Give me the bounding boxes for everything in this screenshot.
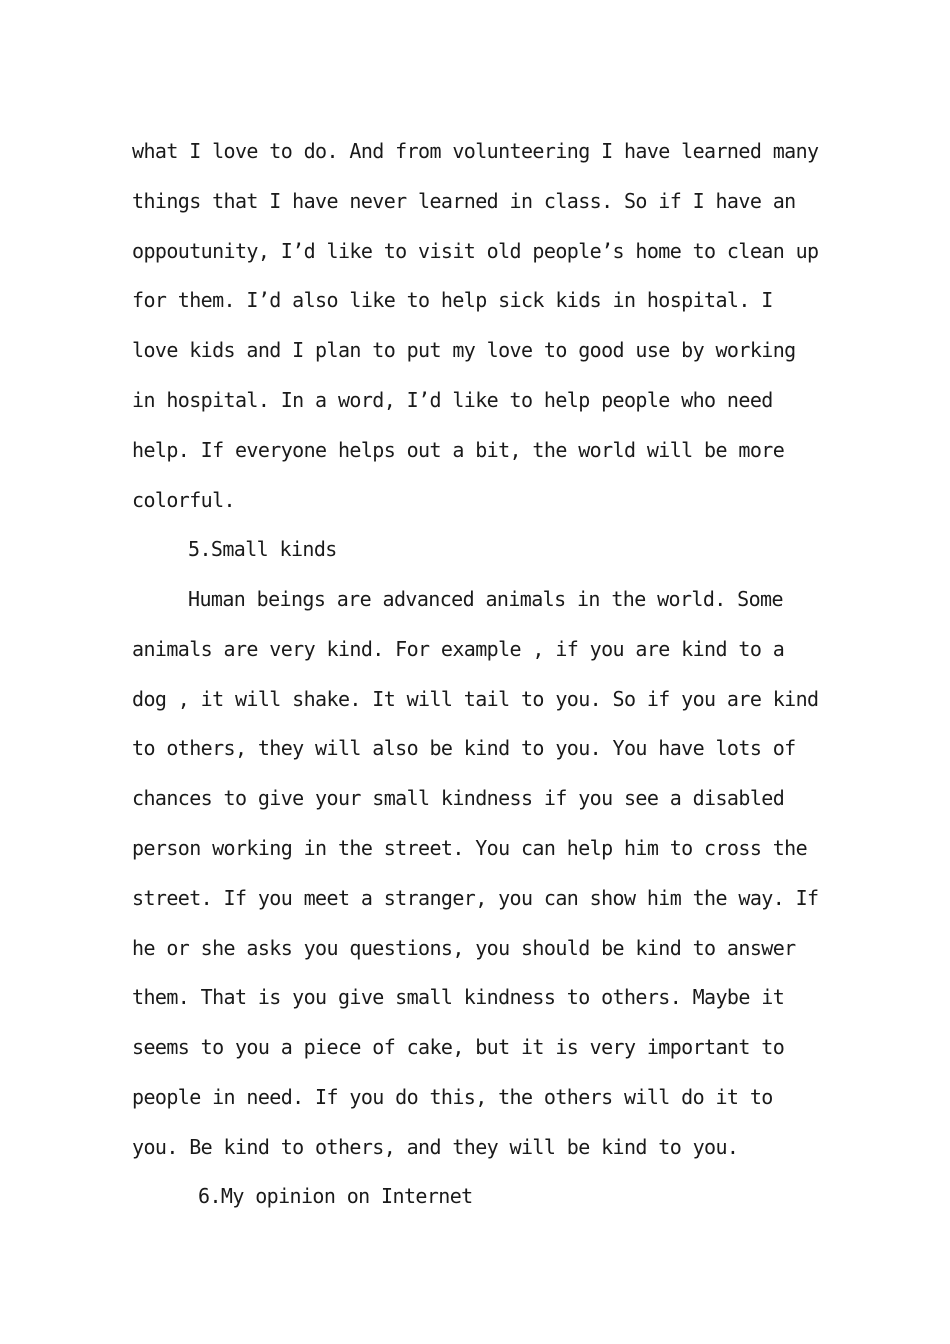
- text-line: oppoutunity, I’d like to visit old people’s home to clean up: [132, 238, 819, 263]
- text-line: in hospital. In a word, I’d like to help people who need: [132, 387, 773, 412]
- text-line: people in need. If you do this, the others will do it to: [132, 1084, 773, 1109]
- text-line: love kids and I plan to put my love to good use by working: [132, 338, 796, 363]
- text-line: he or she asks you questions, you should be kind to answer: [132, 935, 796, 960]
- paragraph-volunteering: [132, 127, 822, 525]
- text-line: things that I have never learned in class. So if I have an: [132, 188, 796, 213]
- section-heading-internet: [132, 1172, 822, 1222]
- text-line: street. If you meet a stranger, you can show him the way. If: [132, 885, 819, 910]
- section-heading-small-kinds: [132, 525, 822, 575]
- paragraph-small-kinds: [132, 575, 822, 1173]
- text-line: animals are very kind. For example , if you are kind to a: [132, 636, 785, 661]
- section-heading: 6.My opinion on Internet: [198, 1184, 473, 1208]
- text-line: for them. I’d also like to help sick kids in hospital. I: [132, 288, 773, 313]
- text-line: seems to you a piece of cake, but it is very important to: [132, 1035, 785, 1060]
- text-line: help. If everyone helps out a bit, the world will be more: [132, 437, 785, 462]
- text-line: Human beings are advanced animals in the world. Some: [188, 587, 783, 611]
- text-line: what I love to do. And from volunteering I have learned many: [132, 139, 819, 163]
- text-line: colorful.: [132, 487, 235, 512]
- text-line: chances to give your small kindness if you see a disabled: [132, 786, 785, 811]
- text-line: you. Be kind to others, and they will be kind to you.: [132, 1134, 739, 1159]
- text-line: person working in the street. You can help him to cross the: [132, 835, 808, 860]
- section-heading: 5.Small kinds: [188, 537, 337, 561]
- text-line: to others, they will also be kind to you. You have lots of: [132, 736, 796, 761]
- text-line: dog , it will shake. It will tail to you. So if you are kind: [132, 686, 819, 711]
- text-line: them. That is you give small kindness to others. Maybe it: [132, 985, 785, 1010]
